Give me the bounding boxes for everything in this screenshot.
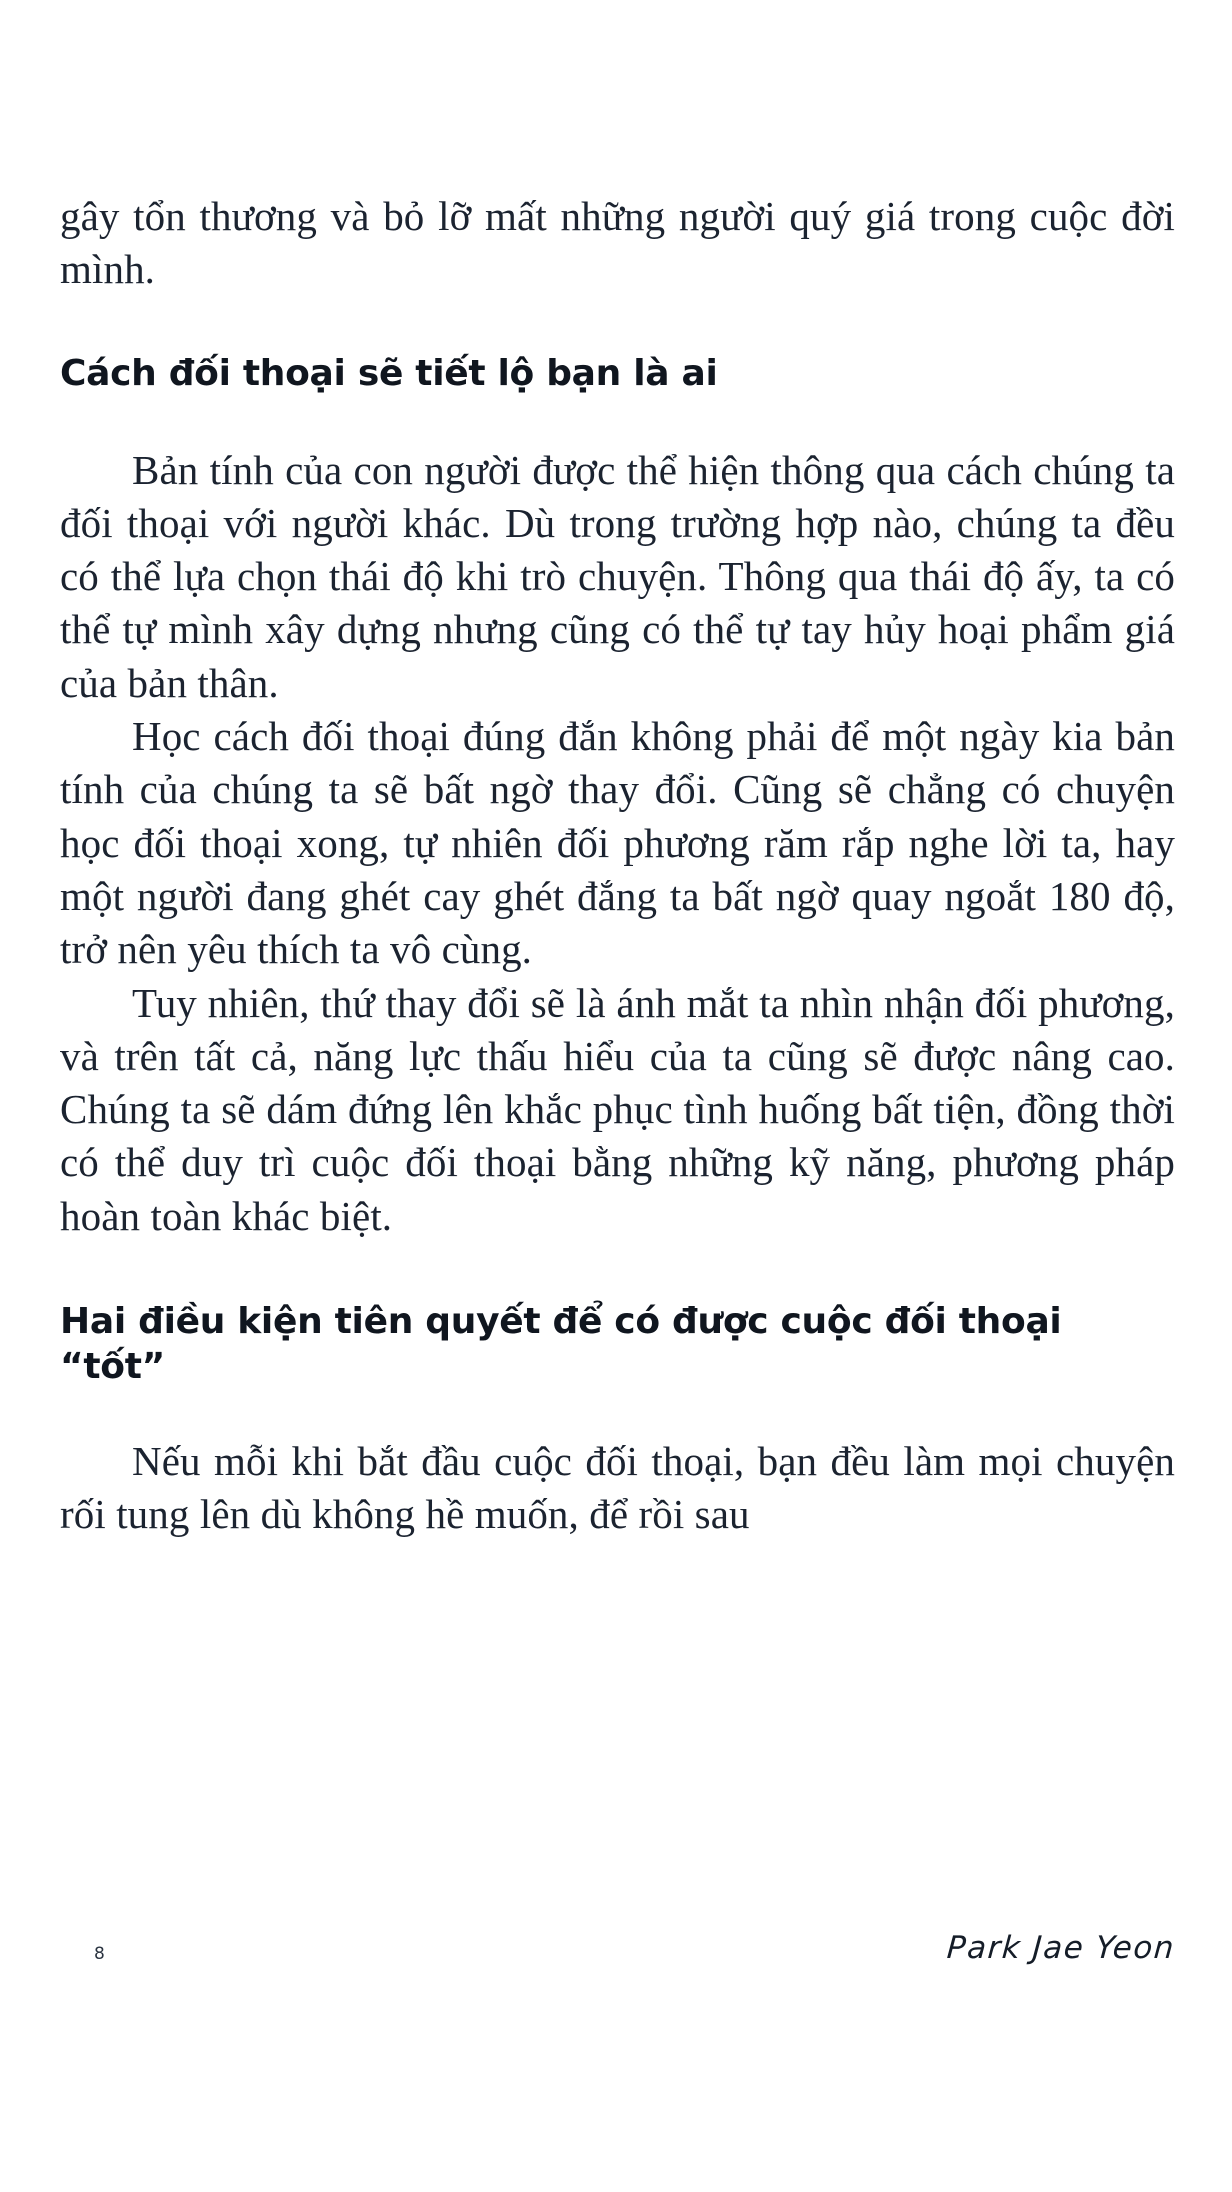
spacer [60, 297, 1175, 351]
section-heading-1: Cách đối thoại sẽ tiết lộ bạn là ai [60, 352, 718, 394]
body-paragraph-2: Học cách đối thoại đúng đắn không phải để một ngày kia bản tính của chúng ta sẽ bất ngờ thay đổi. Cũng sẽ chẳng có chuyện học đối thoại xong, tự nhiên đối phương răm rắp nghe lời ta, hay một người đang ghét cay ghét đắng ta bất ngờ quay ngoắt 180 độ, trở nên yêu thích ta vô cùng. [60, 713, 1175, 973]
body-paragraph-1: Bản tính của con người được thể hiện thông qua cách chúng ta đối thoại với người khác. Dù trong trường hợp nào, chúng ta đều có thể lựa chọn thái độ khi trò chuyện. Thông qua thái độ ấy, ta có thể tự mình xây dựng nhưng cũng có thể tự tay hủy hoại phẩm giá của bản thân. [60, 446, 1175, 706]
spacer [60, 396, 1175, 444]
section-heading-2: Hai điều kiện tiên quyết để có được cuộc đối thoại “tốt” [60, 1301, 1062, 1388]
page-content [60, 190, 1175, 1542]
body-paragraph-3: Tuy nhiên, thứ thay đổi sẽ là ánh mắt ta nhìn nhận đối phương, và trên tất cả, năng lực thấu hiểu của ta cũng sẽ được nâng cao. Chúng ta sẽ dám đứng lên khắc phục tình huống bất tiện, đồng thời có thể duy trì cuộc đối thoại bằng những kỹ năng, phương pháp hoàn toàn khác biệt. [60, 979, 1175, 1239]
page-number: 8 [94, 1944, 105, 1964]
body-paragraph-4: Nếu mỗi khi bắt đầu cuộc đối thoại, bạn đều làm mọi chuyện rối tung lên dù không hề muốn, để rồi sau [60, 1438, 1175, 1538]
author-signature: Park Jae Yeon [945, 1930, 1177, 1966]
spacer [60, 1389, 1175, 1435]
page-footer [60, 1930, 1175, 1990]
spacer [60, 1243, 1175, 1299]
intro-paragraph: gây tổn thương và bỏ lỡ mất những người quý giá trong cuộc đời mình. [60, 193, 1175, 293]
